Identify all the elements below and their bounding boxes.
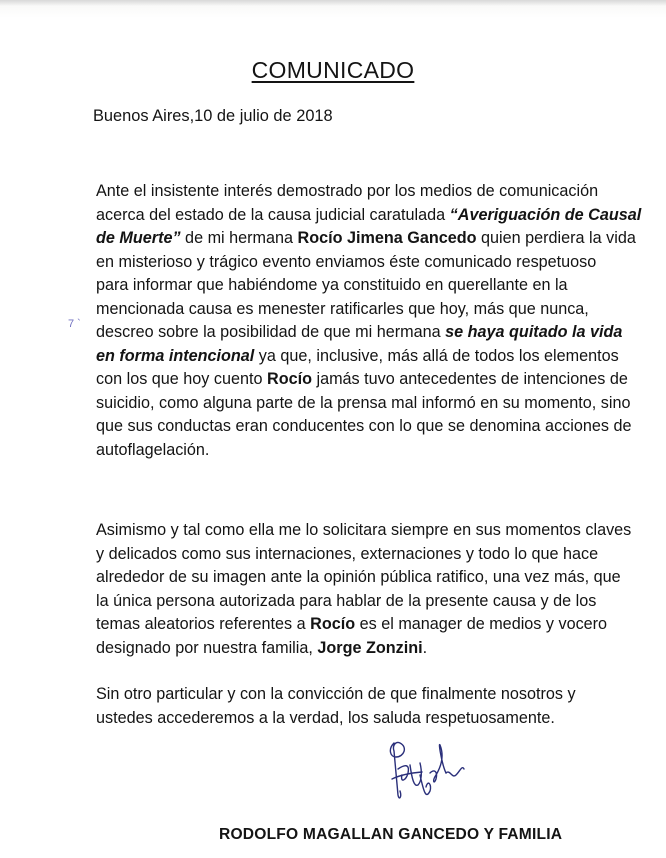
handwritten-signature-icon — [380, 735, 490, 815]
text-run: autoflagelación. — [96, 440, 210, 459]
text-run: acerca del estado de la causa judicial caratulada — [96, 205, 450, 224]
date-line: Buenos Aires,10 de julio de 2018 — [93, 107, 333, 125]
text-run: la única persona autorizada para hablar de la presente causa y de los — [96, 591, 597, 610]
text-line — [96, 519, 631, 543]
text-line — [96, 415, 641, 439]
text-line — [96, 345, 641, 369]
text-run: que sus conductas eran conducentes con lo que se denomina acciones de — [96, 417, 632, 435]
text-line — [96, 590, 631, 614]
case-title-emphasis: “Averiguación de Causal — [449, 205, 642, 224]
emphasis-text: se haya quitado la vida — [445, 323, 623, 341]
text-line — [96, 613, 631, 637]
text-run: con los que hoy cuento — [96, 370, 267, 388]
text-line — [96, 227, 641, 251]
text-line — [96, 298, 641, 322]
text-line — [96, 683, 576, 707]
person-name-bold: Rocío — [267, 370, 312, 388]
text-run: mencionada causa es menester ratificarles que hoy, más que nunca, — [96, 299, 589, 318]
text-line — [96, 204, 641, 228]
text-line — [96, 439, 641, 463]
text-run: temas aleatorios referentes a — [96, 615, 311, 633]
text-run: y delicados como sus internaciones, externaciones y todo lo que hace — [96, 544, 599, 563]
text-line — [96, 368, 641, 392]
text-run: designado por nuestra familia, — [96, 638, 318, 657]
paragraph-3 — [96, 683, 576, 730]
text-run: jamás tuvo antecedentes de intenciones de — [311, 370, 628, 388]
text-line — [96, 321, 641, 345]
text-line — [96, 180, 641, 204]
text-run: en misterioso y trágico evento enviamos éste comunicado respetuoso — [96, 252, 597, 271]
text-line — [96, 637, 631, 661]
text-run: de mi hermana — [180, 229, 298, 247]
scan-edge — [0, 0, 666, 6]
text-run: quien perdiera la vida — [476, 229, 636, 247]
text-run: . — [422, 638, 428, 657]
title-text: COMUNICADO — [251, 57, 415, 83]
text-run: descreo sobre la posibilidad de que mi hermana — [96, 323, 446, 341]
emphasis-text: en forma intencional — [96, 346, 255, 365]
case-title-emphasis: de Muerte” — [96, 229, 181, 247]
text-line — [96, 707, 576, 731]
person-name-bold: Jorge Zonzini — [317, 638, 423, 657]
margin-pen-mark: 7 ` — [68, 318, 81, 330]
person-name-bold: Rocío Jimena Gancedo — [297, 229, 477, 247]
text-line — [96, 392, 641, 416]
text-line — [96, 251, 641, 275]
text-line — [96, 543, 631, 567]
text-run: Ante el insistente interés demostrado por los medios de comunicación — [96, 182, 599, 200]
person-name-bold: Rocío — [310, 615, 356, 633]
signer-name: RODOLFO MAGALLAN GANCEDO Y FAMILIA — [219, 826, 563, 843]
text-run: es el manager de medios y vocero — [355, 615, 608, 633]
text-run: ya que, inclusive, más allá de todos los elementos — [254, 346, 619, 365]
text-line — [96, 566, 631, 590]
text-run: suicidio, como alguna parte de la prensa mal informó en su momento, sino — [96, 393, 631, 412]
paragraph-1 — [96, 180, 641, 462]
text-run: alrededor de su imagen ante la opinión pública ratifico, una vez más, que — [96, 568, 621, 586]
text-run: Sin otro particular y con la convicción de que finalmente nosotros y — [96, 685, 576, 703]
document-title — [0, 57, 666, 84]
paragraph-2 — [96, 519, 631, 660]
text-run: para informar que habiéndome ya constituido en querellante en la — [96, 276, 568, 294]
text-run: ustedes accederemos a la verdad, los saluda respetuosamente. — [96, 708, 555, 727]
text-line — [96, 274, 641, 298]
text-run: Asimismo y tal como ella me lo solicitara siempre en sus momentos claves — [96, 521, 632, 539]
